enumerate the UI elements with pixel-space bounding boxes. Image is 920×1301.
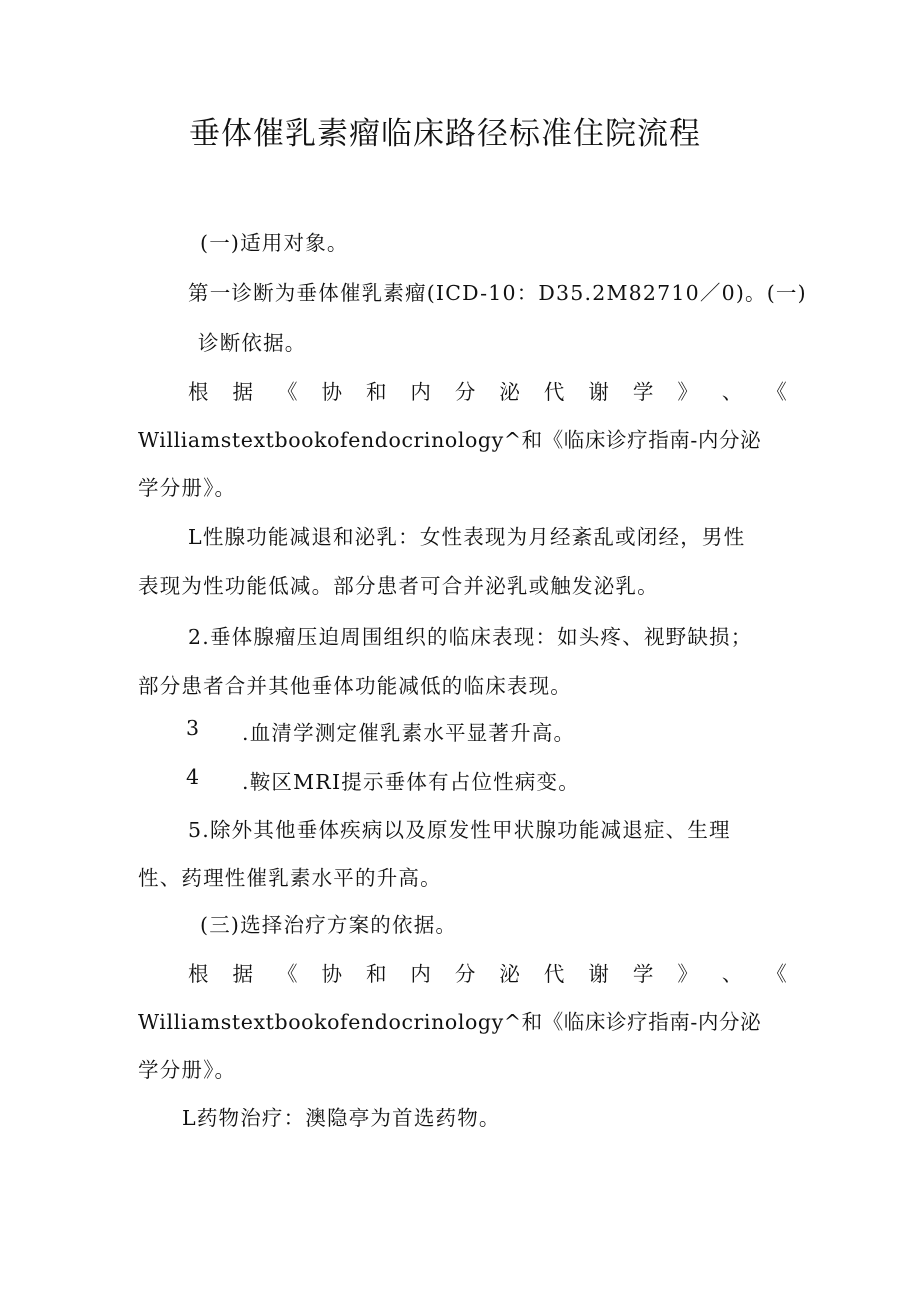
ref-char: 内 (410, 380, 433, 404)
ref-char: 分 (454, 962, 477, 986)
ref-char: 谢 (588, 962, 611, 986)
reference-line-2: Williamstextbookofendocrinology^和《临床诊疗指南-内分泌 (138, 428, 762, 452)
ref-char: 根 (188, 962, 210, 986)
reference-line-1 (188, 375, 788, 405)
ref-char: 》 (677, 380, 700, 404)
ref-char: 》 (677, 962, 700, 986)
treatment-1: L药物治疗：澳隐亭为首选药物。 (182, 1106, 501, 1130)
ref-char: 代 (543, 380, 566, 404)
criterion-4-text: .鞍区MRI提示垂体有占位性病变。 (242, 770, 580, 794)
reference-line-5: Williamstextbookofendocrinology^和《临床诊疗指南-内分泌 (138, 1010, 762, 1034)
ref-char: 和 (365, 380, 388, 404)
ref-char: 内 (410, 962, 433, 986)
criterion-3-number: 3 (186, 716, 201, 740)
ref-char: 《 (276, 380, 299, 404)
ref-char: 分 (454, 380, 477, 404)
ref-char: 据 (232, 962, 255, 986)
criterion-2a: 2.垂体腺瘤压迫周围组织的临床表现：如头疼、视野缺损； (188, 625, 753, 649)
criterion-5a: 5.除外其他垂体疾病以及原发性甲状腺功能减退症、生理 (188, 818, 731, 842)
reference-line-4 (188, 957, 788, 987)
ref-char: 、 (721, 380, 744, 404)
ref-char: 《 (766, 962, 788, 986)
reference-line-3: 学分册》。 (138, 476, 237, 500)
criterion-4-number: 4 (186, 765, 201, 789)
ref-char: 据 (232, 380, 255, 404)
reference-line-6: 学分册》。 (138, 1058, 237, 1082)
ref-char: 协 (321, 380, 344, 404)
ref-char: 泌 (499, 962, 522, 986)
criterion-1a: L性腺功能减退和泌乳：女性表现为月经紊乱或闭经，男性 (188, 525, 746, 549)
ref-char: 谢 (588, 380, 611, 404)
ref-char: 代 (543, 962, 566, 986)
ref-char: 根 (188, 380, 210, 404)
criterion-2b: 部分患者合并其他垂体功能减低的临床表现。 (138, 674, 572, 698)
section-heading-diagnosis: 诊断依据。 (198, 331, 307, 355)
ref-char: 和 (365, 962, 388, 986)
section-heading-treatment: (三)选择治疗方案的依据。 (200, 913, 458, 937)
criterion-3-text: .血清学测定催乳素水平显著升高。 (242, 721, 576, 745)
criterion-1b: 表现为性功能低减。部分患者可合并泌乳或触发泌乳。 (138, 574, 659, 598)
diagnosis-line: 第一诊断为垂体催乳素瘤(ICD-10：D35.2M82710／0)。(一) (188, 281, 807, 305)
ref-char: 泌 (499, 380, 522, 404)
section-heading-applicable: (一)适用对象。 (200, 231, 349, 255)
ref-char: 协 (321, 962, 344, 986)
criterion-5b: 性、药理性催乳素水平的升高。 (138, 866, 442, 890)
page-title: 垂体催乳素瘤临床路径标准住院流程 (189, 116, 701, 152)
ref-char: 《 (276, 962, 299, 986)
ref-char: 《 (766, 380, 788, 404)
ref-char: 学 (632, 962, 655, 986)
ref-char: 、 (721, 962, 744, 986)
ref-char: 学 (632, 380, 655, 404)
